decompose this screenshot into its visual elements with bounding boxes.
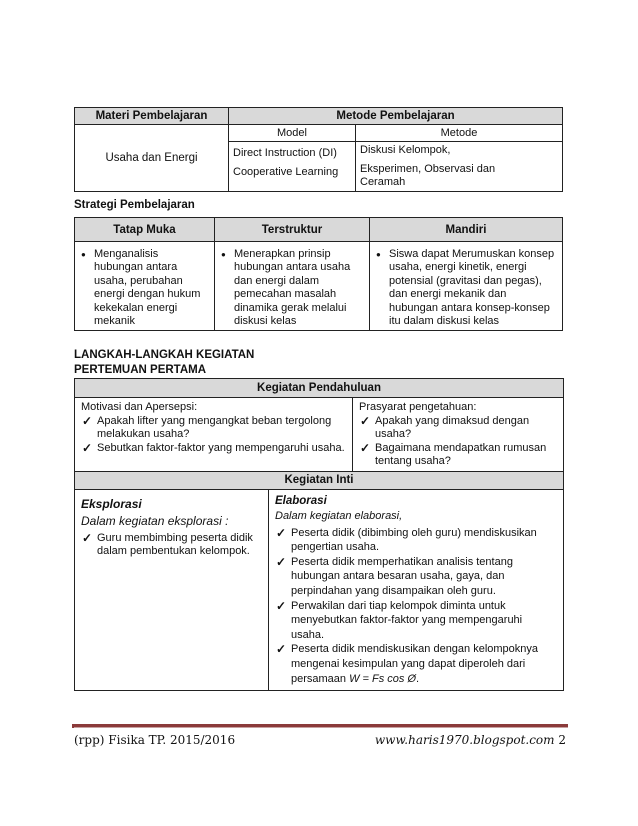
metode-label: Metode <box>356 125 563 142</box>
list-item: ✓ Sebutkan faktor-faktor yang mempengaruhi usaha. <box>81 442 348 455</box>
inti-body <box>75 489 564 690</box>
list-item: ● Siswa dapat Merumuskan konsep usaha, energi kinetik, energi potensial (gravitasi dan pegas), dan energi mekanik dan hubungan antara konsep-konsep itu dalam diskusi kelas <box>374 248 558 328</box>
page-number: 2 <box>558 733 566 747</box>
list-item: ✓ Apakah lifter yang mengangkat beban tergolong melakukan usaha? <box>81 415 348 442</box>
model-item: Direct Instruction (DI) <box>233 147 337 159</box>
list-item: ✓ Peserta didik (dibimbing oleh guru) mendiskusikan pengertian usaha. <box>275 526 557 555</box>
strategi-title: Strategi Pembelajaran <box>74 199 195 211</box>
terstruktur-cell <box>215 242 370 331</box>
elaborasi-title: Elaborasi <box>275 494 327 507</box>
footer-rule-thin <box>74 727 568 728</box>
kegiatan-table <box>74 378 564 691</box>
motivasi-cell <box>75 398 353 472</box>
langkah-heading-2: PERTEMUAN PERTAMA <box>74 364 207 376</box>
tatap-muka-cell <box>75 242 215 331</box>
eksplorasi-subtitle: Dalam kegiatan eksplorasi : <box>81 513 229 528</box>
footer-url: www.haris1970.blogspot.com <box>374 733 555 747</box>
model-item: Cooperative Learning <box>233 166 339 178</box>
equation: W = Fs cos Ø <box>349 672 417 685</box>
mandiri-cell <box>370 242 563 331</box>
elaborasi-last-text: Peserta didik mendiskusikan dengan kelompoknya mengenai kesimpulan yang dapat diperoleh dari persamaan <box>291 643 539 685</box>
list-item: ✓ Peserta didik memperhatikan analisis tentang hubungan antara besaran usaha, gaya, dan perpindahan yang disampaikan oleh guru. <box>275 555 557 599</box>
metode-header: Metode Pembelajaran <box>229 108 563 125</box>
list-item: ● Menganalisis hubungan antara usaha, perubahan energi dengan hukum kekekalan energi mekanik <box>79 248 210 328</box>
eksplorasi-title: Eksplorasi <box>81 496 142 511</box>
pendahuluan-header: Kegiatan Pendahuluan <box>75 379 564 398</box>
list-item: ✓ Apakah yang dimaksud dengan usaha? <box>359 415 559 442</box>
metode-item: Eksperimen, Observasi dan Ceramah <box>360 163 496 188</box>
list-item: ✓ Guru membimbing peserta didik dalam pembentukan kelompok. <box>81 532 264 559</box>
motivasi-label: Motivasi dan Apersepsi: <box>81 401 198 413</box>
model-list <box>229 142 356 192</box>
mandiri-header: Mandiri <box>370 218 563 242</box>
inti-header: Kegiatan Inti <box>75 471 564 489</box>
list-item: ✓ Perwakilan dari tiap kelompok diminta untuk menyebutkan faktor-faktor yang mempengaruhi usaha. <box>275 599 557 643</box>
elaborasi-cell <box>269 490 564 690</box>
langkah-heading <box>74 348 254 378</box>
metode-item: Diskusi Kelompok, <box>360 144 451 156</box>
eksplorasi-cell <box>75 490 269 690</box>
list-item: ✓ Bagaimana mendapatkan rumusan tentang usaha? <box>359 442 559 469</box>
footer-right <box>375 733 566 747</box>
list-item <box>275 642 557 686</box>
prasyarat-cell <box>353 398 564 472</box>
materi-value: Usaha dan Energi <box>75 125 229 192</box>
metode-list <box>356 142 563 192</box>
terstruktur-header: Terstruktur <box>215 218 370 242</box>
elaborasi-subtitle: Dalam kegiatan elaborasi, <box>275 509 403 522</box>
equation-end: . <box>416 672 420 685</box>
tatap-muka-header: Tatap Muka <box>75 218 215 242</box>
strategi-table <box>74 217 563 331</box>
langkah-heading-1: LANGKAH-LANGKAH KEGIATAN <box>74 349 255 361</box>
materi-metode-table <box>74 107 563 192</box>
prasyarat-label: Prasyarat pengetahuan: <box>359 401 477 413</box>
list-item: ● Menerapkan prinsip hubungan antara usaha dan energi dalam pemecahan masalah dinamika gerak melalui diskusi kelas <box>219 248 365 328</box>
model-label: Model <box>229 125 356 142</box>
footer-left: (rpp) Fisika TP. 2015/2016 <box>74 733 236 747</box>
materi-header: Materi Pembelajaran <box>75 108 229 125</box>
